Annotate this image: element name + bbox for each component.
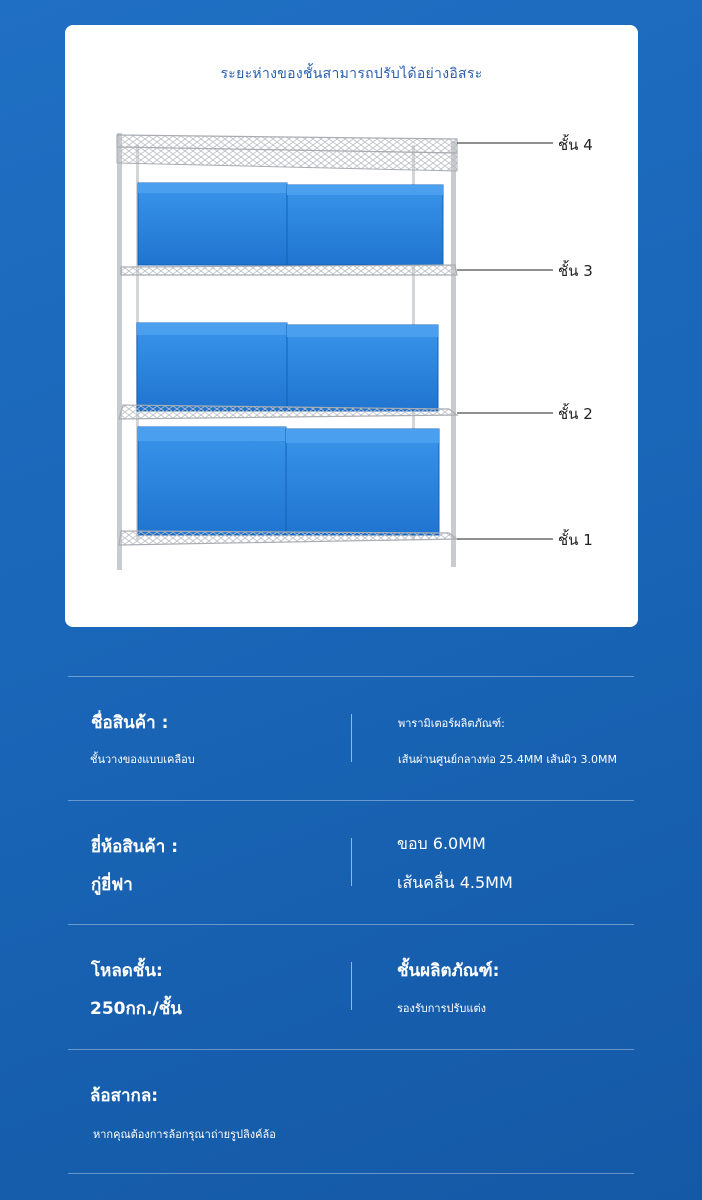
- wheel-value: หากคุณต้องการล้อกรุณาถ่ายรูปลิงค์ล้อ: [93, 1128, 276, 1141]
- tier-label-1: ชั้น 1: [558, 531, 593, 549]
- tier-label-3: ชั้น 3: [558, 262, 593, 280]
- column-divider: [351, 838, 352, 886]
- column-divider: [351, 962, 352, 1010]
- wave-value: เส้นคลื่น 4.5MM: [397, 873, 513, 892]
- product-image-card: [65, 25, 638, 627]
- storage-bin-row-1: [138, 427, 439, 535]
- storage-bin-row-3: [138, 183, 443, 265]
- load-value: 250กก./ชั้น: [90, 999, 182, 1019]
- wheel-label: ล้อสากล:: [90, 1086, 159, 1106]
- load-label: โหลดชั้น:: [91, 961, 163, 981]
- product-name-value: ชั้นวางของแบบเคลือบ: [90, 753, 195, 766]
- shelf-deck-4: [117, 135, 457, 171]
- shelf-post-front-right: [451, 141, 456, 567]
- edge-value: ขอบ 6.0MM: [397, 834, 486, 853]
- product-params-label: พารามิเตอร์ผลิตภัณฑ์:: [398, 717, 505, 730]
- shelf-deck-3: [121, 265, 457, 275]
- tier-label-4: ชั้น 4: [558, 136, 593, 154]
- section-divider: [68, 676, 634, 677]
- section-divider: [68, 1173, 634, 1174]
- storage-bin-row-2: [137, 323, 438, 411]
- product-params-value: เส้นผ่านศูนย์กลางท่อ 25.4MM เส้นผิว 3.0MM: [398, 753, 617, 766]
- product-name-label: ชื่อสินค้า :: [91, 713, 169, 733]
- brand-label: ยี่ห้อสินค้า :: [91, 837, 179, 857]
- wire-shelf-illustration: [65, 25, 638, 627]
- tier-product-label: ชั้นผลิตภัณฑ์:: [397, 961, 500, 981]
- diagram-title: ระยะห่างของชั้นสามารถปรับได้อย่างอิสระ: [220, 66, 483, 82]
- shelf-deck-1: [119, 531, 457, 545]
- section-divider: [68, 924, 634, 925]
- tier-product-value: รองรับการปรับแต่ง: [397, 1002, 486, 1015]
- column-divider: [351, 714, 352, 762]
- section-divider: [68, 800, 634, 801]
- tier-label-2: ชั้น 2: [558, 405, 593, 423]
- brand-value: กู่ยี่ฟา: [91, 875, 133, 895]
- section-divider: [68, 1049, 634, 1050]
- shelf-post-front-left: [117, 133, 122, 570]
